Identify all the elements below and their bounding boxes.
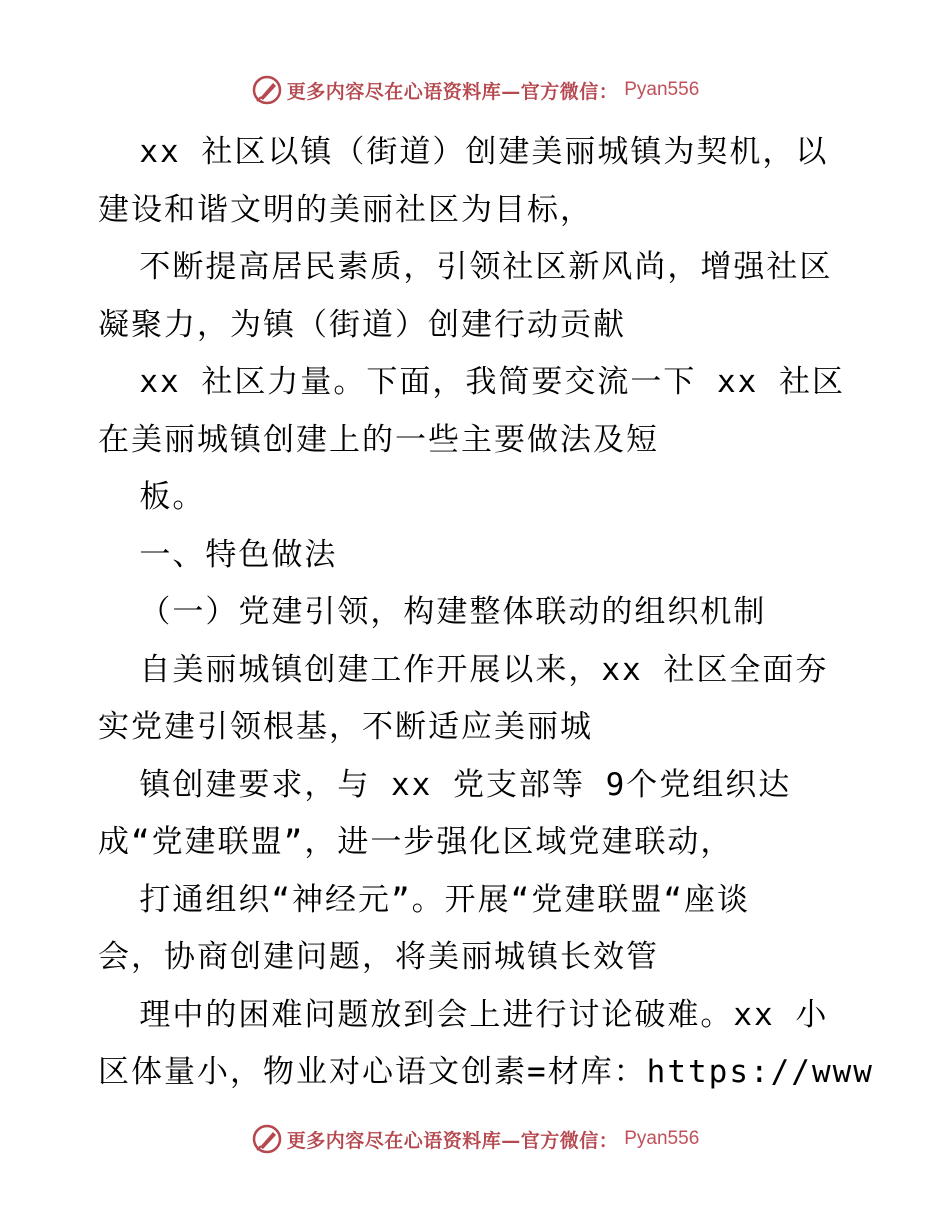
document-body [98, 124, 874, 1102]
footer-watermark [0, 1119, 950, 1159]
paragraph-line: 自美丽城镇创建工作开展以来，xx 社区全面夯 [98, 651, 829, 688]
paragraph-line: 不断提高居民素质，引领社区新风尚，增强社区 [98, 249, 833, 285]
paragraph-line: xx 社区以镇（街道）创建美丽城镇为契机，以 [98, 134, 829, 170]
paragraph-line: 凝聚力，为镇（街道）创建行动贡献 [98, 306, 626, 343]
paragraph-line: xx 社区力量。下面，我简要交流一下 xx 社区 [98, 364, 845, 400]
header-watermark [0, 70, 950, 110]
paragraph-line: 建设和谐文明的美丽社区为目标， [98, 191, 593, 228]
quill-logo-icon [251, 1123, 283, 1155]
paragraph-line: 理中的困难问题放到会上进行讨论破难。xx 小 [98, 996, 829, 1033]
section-heading: 一、特色做法 [98, 536, 338, 573]
watermark-text: 更多内容尽在心语资料库—官方微信： [286, 80, 619, 103]
paragraph-line: 打通组织“神经元”。开展“党建联盟“座谈 [98, 881, 750, 918]
paragraph-line: 实党建引领根基，不断适应美丽城 [98, 709, 593, 745]
subsection-heading: （一）党建引领，构建整体联动的组织机制 [98, 594, 767, 630]
quill-logo-icon [251, 74, 283, 106]
watermark-account: Pyan556 [624, 79, 700, 100]
paragraph-line: 镇创建要求，与 xx 党支部等 9个党组织达 [98, 766, 792, 803]
paragraph-line: 会，协商创建问题，将美丽城镇长效管 [98, 939, 659, 975]
paragraph-line: 成“党建联盟”，进一步强化区域党建联动， [98, 824, 734, 860]
watermark-text: 更多内容尽在心语资料库—官方微信： [286, 1129, 619, 1152]
paragraph-line: 区体量小，物业对心语文创素=材库：https://www [98, 1054, 874, 1090]
paragraph-line: 在美丽城镇创建上的一些主要做法及短 [98, 421, 659, 458]
paragraph-line: 板。 [98, 479, 206, 515]
watermark-account: Pyan556 [624, 1128, 700, 1149]
